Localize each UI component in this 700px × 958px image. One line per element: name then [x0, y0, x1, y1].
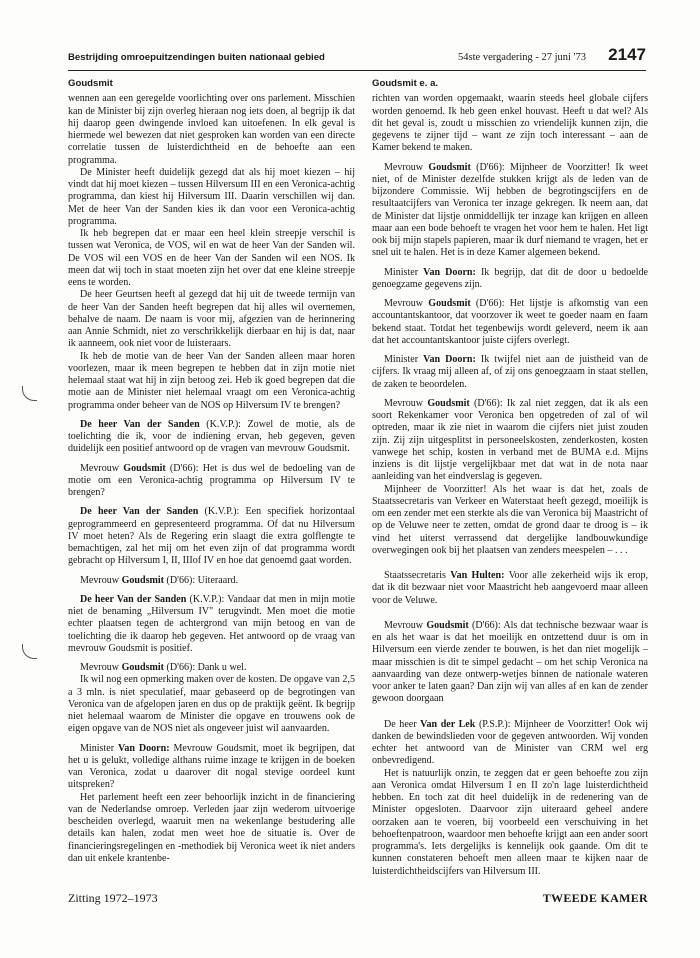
- paragraph: Ik wil nog een opmerking maken over de kosten. De opgave van 2,5 a 3 mln. is niet speculatief, maar gebaseerd op de begrotingen van Veronica van de afgelopen jaren en dus op de praktijk geënt. Ik begrijp niet helemaal waarom de Minister die opgave en trouwens ook de eigen opgave van de NOS niet als ongeveer juist wil aanvaarden.: [68, 674, 355, 735]
- speaker-name: Goudsmit: [123, 462, 166, 474]
- speaker-paragraph: Mevrouw Goudsmit (D'66): Ik zal niet zeggen, dat ik als een soort Rekenkamer voor Veronica ben opgetreden of zal of wil optreden, maar ik zie niet in waarom die cijfers niet juist zouden zijn. Zij zijn uitgesplitst in personeelskosten, zenderkosten, kosten vanwege het schip, kosten in verband met de BUMA e.d. Mijns inziens is dit lijstje vergelijkbaar met dat wat in de nota naar aanleiding van het eindverslag is gegeven.: [372, 397, 648, 483]
- paragraph: Ik heb de motie van de heer Van der Sanden alleen maar horen voorlezen, maar ik meen begrepen te hebben dat in zijn motie niet helemaal staat wat hij in zijn betoog zei. Heb ik goed begrepen dat die motie aan de Minister niet helemaal vraagt om een Veronica-achtig programma onder beheer van de NOS op Hilversum IV te brengen?: [68, 350, 355, 411]
- speaker-paragraph: Minister Van Doorn: Mevrouw Goudsmit, moet ik begrijpen, dat het u is gelukt, volledige althans ruime inzage te krijgen in de boeken van Veronica, zodat u daarover dit nogal stevige oordeel kunt uitspreken?: [68, 742, 355, 791]
- speaker-name: De heer Van der Sanden: [80, 418, 200, 430]
- speaker-paragraph: Mevrouw Goudsmit (D'66): Mijnheer de Voorzitter! Ik weet niet, of de Minister dezelfde stukken krijgt als de leden van de bijzondere Commissie. Wij hebben de begrotingscijfers en de resultaatcijfers van Veronica ter inzage gekregen. Ik neem aan, dat de Minister dat lijstje onmiddellijk ter inzage kan krijgen en alleen maar aan een bode behoeft te vragen het voor hem te halen. Het ligt ook bij mijn stapels papieren, maar ik durf niemand te vragen, het er snel uit te halen. Het is in deze Kamer algemeen bekend.: [372, 161, 649, 259]
- speaker-name: Van Doorn:: [117, 742, 170, 754]
- footer-chamber: TWEEDE KAMER: [542, 891, 648, 905]
- speaker-paragraph: Minister Van Doorn: Ik twijfel niet aan de juistheid van de cijfers. Ik vraag mij alleen af, of zij ons genoegzaam in staat stellen, de zaken te beoordelen.: [372, 354, 648, 390]
- speaker-name: De heer Van der Sanden: [80, 506, 199, 518]
- running-head-left: Goudsmit: [68, 78, 113, 89]
- speaker-paragraph: De heer Van der Sanden (K.V.P.): Zowel de motie, als de toelichting die ik, voor de indiening ervan, heb gegeven, geven duidelijk een positief antwoord op de vragen van mevrouw Goudsmit.: [68, 418, 356, 455]
- speaker-name: Goudsmit: [427, 397, 470, 409]
- speaker-paragraph: Staatssecretaris Van Hulten: Voor alle zekerheid wijs ik erop, dat ik dit bezwaar niet voor Maastricht heb aangevoerd maar alleen voor de Veluwe.: [372, 570, 648, 606]
- speaker-name: Goudsmit: [121, 574, 165, 586]
- page-number: 2147: [608, 45, 646, 64]
- speaker-name: Van Doorn:: [423, 266, 476, 278]
- speaker-paragraph: De heer Van der Sanden (K.V.P.): Een specifiek horizontaal geprogrammeerd en gepresenteerd programma. Of dat nu Hilversum IV moet heten? Als de Regering erin slaagt die extra golflengte te bemachtigen, zal het mij om het even zijn of dat programma wordt gebracht op Hilversum I, II, IIIof IV en hoe dat genoemd gaat worden.: [68, 506, 356, 567]
- page-header: [68, 44, 646, 71]
- paragraph: Ik heb begrepen dat er maar een heel klein streepje verschil is tussen wat Veronica, de VOS, wil en wat de heer Van der Sanden wil. De VOS wil een VOS en de heer Van der Sanden wil een NOS. Ik meen dat wij toch in staat moeten zijn het over dat ene kleine streepje eens te worden.: [68, 228, 355, 288]
- speaker-name: De heer Van der Sanden: [80, 593, 187, 605]
- section-title: Bestrijding omroepuitzendingen buiten nationaal gebied: [68, 52, 325, 63]
- speaker-paragraph: Mevrouw Goudsmit (D'66): Dank u wel.: [80, 662, 247, 673]
- speaker-name: Goudsmit: [428, 298, 471, 309]
- speaker-paragraph: Minister Van Doorn: Ik begrijp, dat dit de door u bedoelde genoegzame gegevens zijn.: [372, 266, 648, 290]
- speaker-name: Van der Lek: [420, 718, 476, 730]
- running-head-right: Goudsmit e. a.: [372, 78, 439, 89]
- footer-session: Zitting 1972–1973: [68, 891, 158, 905]
- speaker-name: Goudsmit: [121, 662, 165, 673]
- paragraph: Het parlement heeft een zeer behoorlijk inzicht in de financiering van de Nederlandse omroep. Verleden jaar zijn wederom uitvoerige bescheiden overlegd, waaruit men na wekenlange bestudering alle details kan halen, zodat men weet hoe de situatie is. Over de financieringsregelingen en -methodiek bij Veronica weet ik niet anders dan uit enkele krantenbe-: [68, 791, 355, 864]
- speaker-paragraph: Mevrouw Goudsmit (D'66): Uiteraard.: [80, 574, 239, 586]
- speaker-name: Van Hulten:: [450, 570, 505, 581]
- speaker-paragraph: De heer Van der Lek (P.S.P.): Mijnheer de Voorzitter! Ook wij danken de bewindslieden voor de gegeven antwoorden. Wij vonden echter het antwoord van de Minister van CRM wel erg onbevredigend.: [372, 718, 649, 767]
- speaker-paragraph: Mevrouw Goudsmit (D'66): Als dat technische bezwaar waar is en als het waar is dat het moeilijk en ontzettend duur is om in Hilversum een vierde zender te bouwen, is het dan niet mogelijk – maar misschien is dit te simpel gedacht – om het schip Veronica na aanvaarding van deze ontwerp-wetjes binnen de nationale wateren voor anker te laten gaan? Dan zijn wij van alles af en kan de zender gewoon doorgaan: [372, 619, 649, 705]
- paragraph: richten van worden opgemaakt, waarin steeds heel globale cijfers worden genoemd. Ik heb geen enkel houvast. Heeft u dat wel? Als dit het geval is, zoudt u misschien zo vriendelijk kunnen zijn, die gegevens te zijner tijd – want ze zijn toch interessant – aan de Kamer bekend te maken.: [372, 93, 648, 154]
- speaker-name: Goudsmit: [426, 619, 469, 631]
- speaker-name: Goudsmit: [428, 161, 471, 173]
- left-column: [68, 78, 355, 865]
- paragraph: Mijnheer de Voorzitter! Als het waar is dat het, zoals de Staatssecretaris van Verkeer en Waterstaat heeft gezegd, moeilijk is om een zender met een sterkte als die van Veronica bij Maastricht of op de Veluwe neer te zetten, omdat de grond daar te droog is – ik vind het uiterst verrassend dat dergelijke landbouwkundige overwegingen ook bij het plaatsen van zenders meespelen – . . .: [372, 483, 648, 556]
- paragraph: Het is natuurlijk onzin, te zeggen dat er geen behoefte zou zijn aan Veronica omdat Hilversum I en II zo'n lage luisterdichtheid hebben. En toch zat dit heel duidelijk in de redenering van de Minister opgesloten. Daarvoor zijn uiteraard geheel andere oorzaken aan te voeren, bij voorbeeld een verschuiving in het behoeftenpatroon, waardoor men behoefte krijgt aan een ander soort programma's. Iets dergelijks is kennelijk ook gaande. Om dit te kunnen constateren behoeft men alleen maar te kijken naar de luisterdichtheidscijfers van Hilversum III.: [372, 767, 648, 877]
- binder-hole-mark: [22, 644, 37, 659]
- speaker-paragraph: Mevrouw Goudsmit (D'66): Het is dus wel de bedoeling van de motie om een Veronica-achtig programma op Hilversum IV te brengen?: [68, 462, 355, 498]
- paragraph: De Minister heeft duidelijk gezegd dat als hij moet kiezen – hij vindt dat hij moet kiezen – tussen Hilversum III en een Veronica-achtig programma, dan kiest hij Hilversum III. Daarin verschillen wij dan. Met de heer Van der Sanden kies ik dan voor een Veronica-achtig programma.: [68, 166, 355, 227]
- speaker-paragraph: Mevrouw Goudsmit (D'66): Het lijstje is afkomstig van een accountantskantoor, dat voorzover ik weet te goeder naam en faam bekend staat. Totdat het tegenbewijs wordt geleverd, neem ik aan dat het accountantskantoor juiste cijfers overlegt.: [372, 298, 648, 346]
- speaker-paragraph: De heer Van der Sanden (K.V.P.): Vandaar dat men in mijn motie niet de benaming „Hilversum IV" terugvindt. Men moet die motie echter plaatsen tegen de achtergrond van mijn betoog en van de toelichting die ik daarop heb gegeven. Het antwoord op de vraag van mevrouw Goudsmit is positief.: [68, 593, 355, 654]
- right-column: [372, 78, 648, 878]
- session-date: 54ste vergadering - 27 juni '73: [458, 52, 586, 63]
- paragraph: wennen aan een geregelde voorlichting over ons parlement. Misschien kan de Minister bij zijn overleg hieraan nog iets doen, al begrijp ik dat hij daarop geen dwingende invloed kan uitoefenen. In elk geval is hiermede wel bewezen dat niet gesproken kan worden van een directe correlatie tussen de luisterdichtheid en de behoefte aan een programma.: [68, 93, 355, 166]
- binder-hole-mark: [22, 386, 37, 401]
- paragraph: De heer Geurtsen heeft al gezegd dat hij uit de tweede termijn van de heer Van der Sanden heeft begrepen dat hij alles wil overnemen, behalve de naam. De naam is voor mij, afgezien van de herinnering aan Annie Schmidt, niet zo verschrikkelijk dierbaar en hij is dat, naar ik aanneem, ook niet voor de luisteraars.: [68, 289, 355, 350]
- speaker-name: Van Doorn:: [423, 354, 476, 365]
